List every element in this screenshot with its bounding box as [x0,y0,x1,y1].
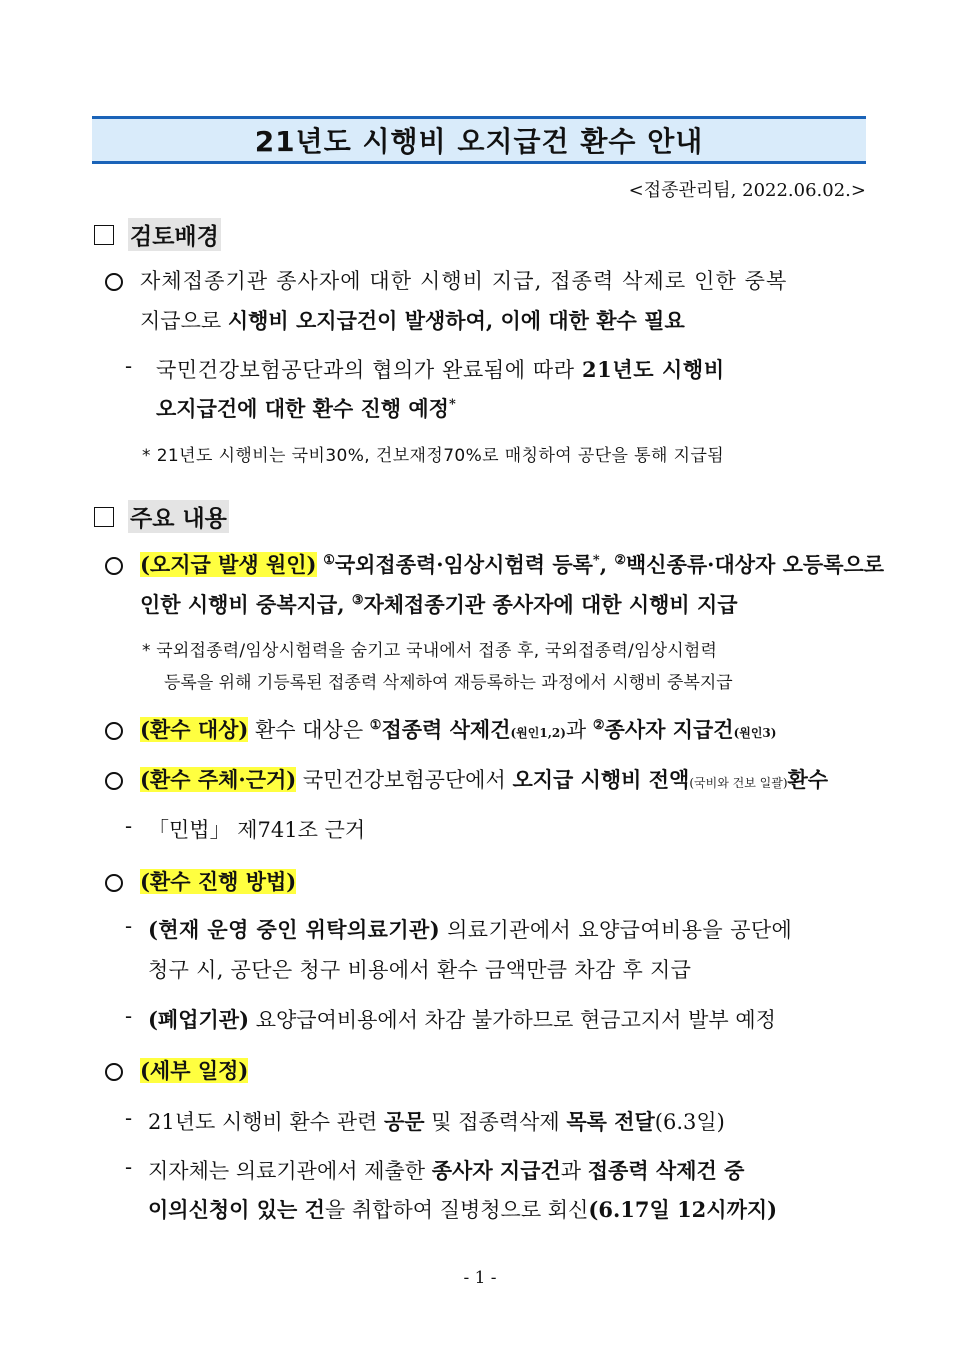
section-label: 검토배경 [128,218,221,251]
circle-bullet-icon [105,722,123,740]
paragraph-line: (환수 주체·근거) 국민건강보험공단에서 오지급 시행비 전액(국비와 건보 일괄)환수 [140,767,829,792]
paragraph-line: 21년도 시행비 환수 관련 공문 및 접종력삭제 목록 전달(6.3일) [148,1109,725,1134]
paragraph-line: 국민건강보험공단과의 협의가 완료됨에 따라 21년도 시행비 [156,357,725,382]
dash-bullet: - [125,354,133,378]
dash-bullet: - [125,1004,133,1028]
paragraph-line: 오지급건에 대한 환수 진행 예정* [156,396,456,421]
circle-bullet-icon [105,273,123,291]
paragraph-line: (세부 일정) [140,1058,249,1083]
dash-bullet: - [125,814,133,838]
paragraph-line: (오지급 발생 원인) ①국외접종력·임상시험력 등록*, ②백신종류·대상자 오등록으로 [140,552,885,577]
dash-bullet: - [125,914,133,938]
paragraph-line: (폐업기관) 요양급여비용에서 차감 불가하므로 현금고지서 발부 예정 [148,1007,776,1032]
title-box [92,116,866,164]
paragraph-line: 지자체는 의료기관에서 제출한 종사자 지급건과 접종력 삭제건 중 [148,1158,745,1183]
dateline: <접종관리팀, 2022.06.02.> [628,180,866,201]
circle-bullet-icon [105,772,123,790]
page-title: 21년도 시행비 오지급건 환수 안내 [254,125,704,158]
paragraph-line: 인한 시행비 중복지급, ③자체접종기관 종사자에 대한 시행비 지급 [140,592,738,617]
circle-bullet-icon [105,557,123,575]
footnote: * 국외접종력/임상시험력을 숨기고 국내에서 접종 후, 국외접종력/임상시험력 [142,641,718,661]
page-number: - 1 - [463,1268,497,1288]
footnote: 등록을 위해 기등록된 접종력 삭제하여 재등록하는 과정에서 시행비 중복지급 [164,673,733,693]
section-heading-background [94,218,221,251]
dash-bullet: - [125,1106,133,1130]
section-heading-main [94,500,229,533]
paragraph-line: 자체접종기관 종사자에 대한 시행비 지급, 접종력 삭제로 인한 중복 [140,269,788,293]
paragraph-line: 지급으로 시행비 오지급건이 발생하여, 이에 대한 환수 필요 [140,308,685,333]
checkbox-square-icon [94,225,114,245]
section-label: 주요 내용 [128,500,229,533]
checkbox-square-icon [94,507,114,527]
circle-bullet-icon [105,874,123,892]
paragraph-line: (현재 운영 중인 위탁의료기관) 의료기관에서 요양급여비용을 공단에 [148,917,793,942]
paragraph-line: 청구 시, 공단은 청구 비용에서 환수 금액만큼 차감 후 지급 [148,958,692,982]
circle-bullet-icon [105,1063,123,1081]
paragraph-line: 이의신청이 있는 건을 취합하여 질병청으로 회신(6.17일 12시까지) [148,1197,778,1222]
footnote: * 21년도 시행비는 국비30%, 건보재정70%로 매칭하여 공단을 통해 지급됨 [142,446,725,466]
paragraph-line: (환수 대상) 환수 대상은 ①접종력 삭제건(원인1,2)과 ②종사자 지급건(원인3) [140,717,777,742]
paragraph-line: (환수 진행 방법) [140,869,297,894]
dash-bullet: - [125,1155,133,1179]
paragraph-line: 「민법」 제741조 근거 [148,818,366,842]
